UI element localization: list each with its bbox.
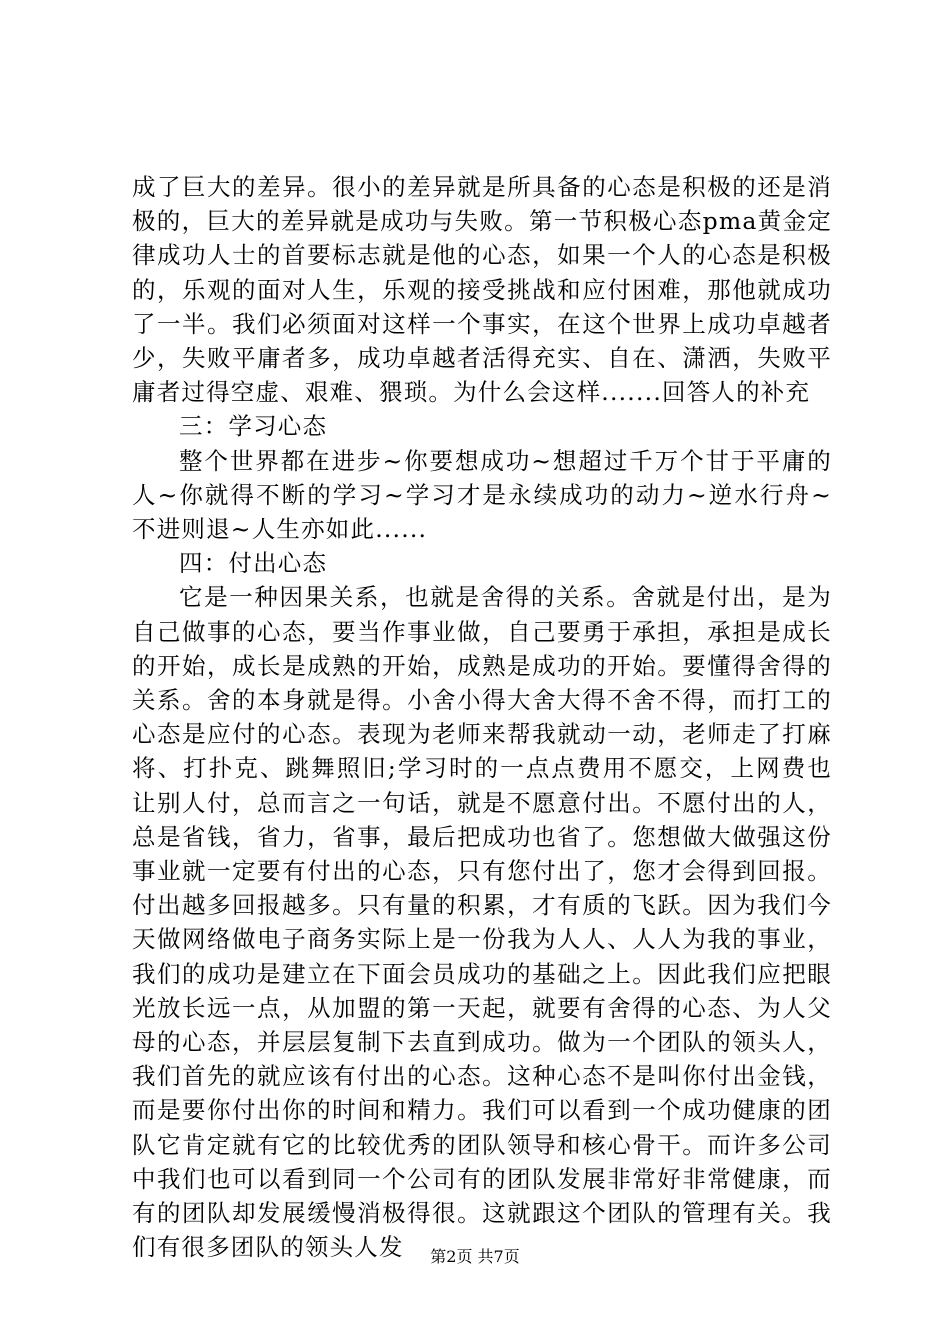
paragraph-learning: 整个世界都在进步~你要想成功~想超过千万个甘于平庸的人~你就得不断的学习~学习才是永续成功的动力~逆水行舟~不进则退~人生亦如此...... — [132, 446, 832, 544]
document-body — [132, 170, 832, 1265]
paragraph-giving: 它是一种因果关系，也就是舍得的关系。舍就是付出，是为自己做事的心态，要当作事业做，自己要勇于承担，承担是成长的开始，成长是成熟的开始，成熟是成功的开始。要懂得舍得的关系。舍的本身就是得。小舍小得大舍大得不舍不得，而打工的心态是应付的心态。表现为老师来帮我就动一动，老师走了打麻将、打扑克、跳舞照旧;学习时的一点点费用不愿交，上网费也让别人付，总而言之一句话，就是不愿意付出。不愿付出的人，总是省钱，省力，省事，最后把成功也省了。您想做大做强这份事业就一定要有付出的心态，只有您付出了，您才会得到回报。付出越多回报越多。只有量的积累，才有质的飞跃。因为我们今天做网络做电子商务实际上是一份我为人人、人人为我的事业，我们的成功是建立在下面会员成功的基础之上。因此我们应把眼光放长远一点，从加盟的第一天起，就要有舍得的心态、为人父母的心态，并层层复制下去直到成功。做为一个团队的领头人，我们首先的就应该有付出的心态。这种心态不是叫你付出金钱，而是要你付出你的时间和精力。我们可以看到一个成功健康的团队它肯定就有它的比较优秀的团队领导和核心骨干。而许多公司中我们也可以看到同一个公司有的团队发展非常好非常健康，而有的团队却发展缓慢消极得很。这就跟这个团队的管理有关。我们有很多团队的领头人发 — [132, 583, 832, 1262]
section-heading-learning: 三：学习心态 — [179, 412, 328, 441]
paragraph-intro: 成了巨大的差异。很小的差异就是所具备的心态是积极的还是消极的，巨大的差异就是成功与失败。第一节积极心态pma黄金定律成功人士的首要标志就是他的心态，如果一个人的心态是积极的，乐观的面对人生，乐观的接受挑战和应付困难，那他就成功了一半。我们必须面对这样一个事实，在这个世界上成功卓越者少，失败平庸者多，成功卓越者活得充实、自在、潇洒，失败平庸者过得空虚、艰难、猥琐。为什么会这样.......回答人的补充 — [132, 173, 832, 407]
page-footer: 第2页 共7页 — [430, 1247, 520, 1266]
section-heading-giving: 四：付出心态 — [179, 549, 328, 578]
